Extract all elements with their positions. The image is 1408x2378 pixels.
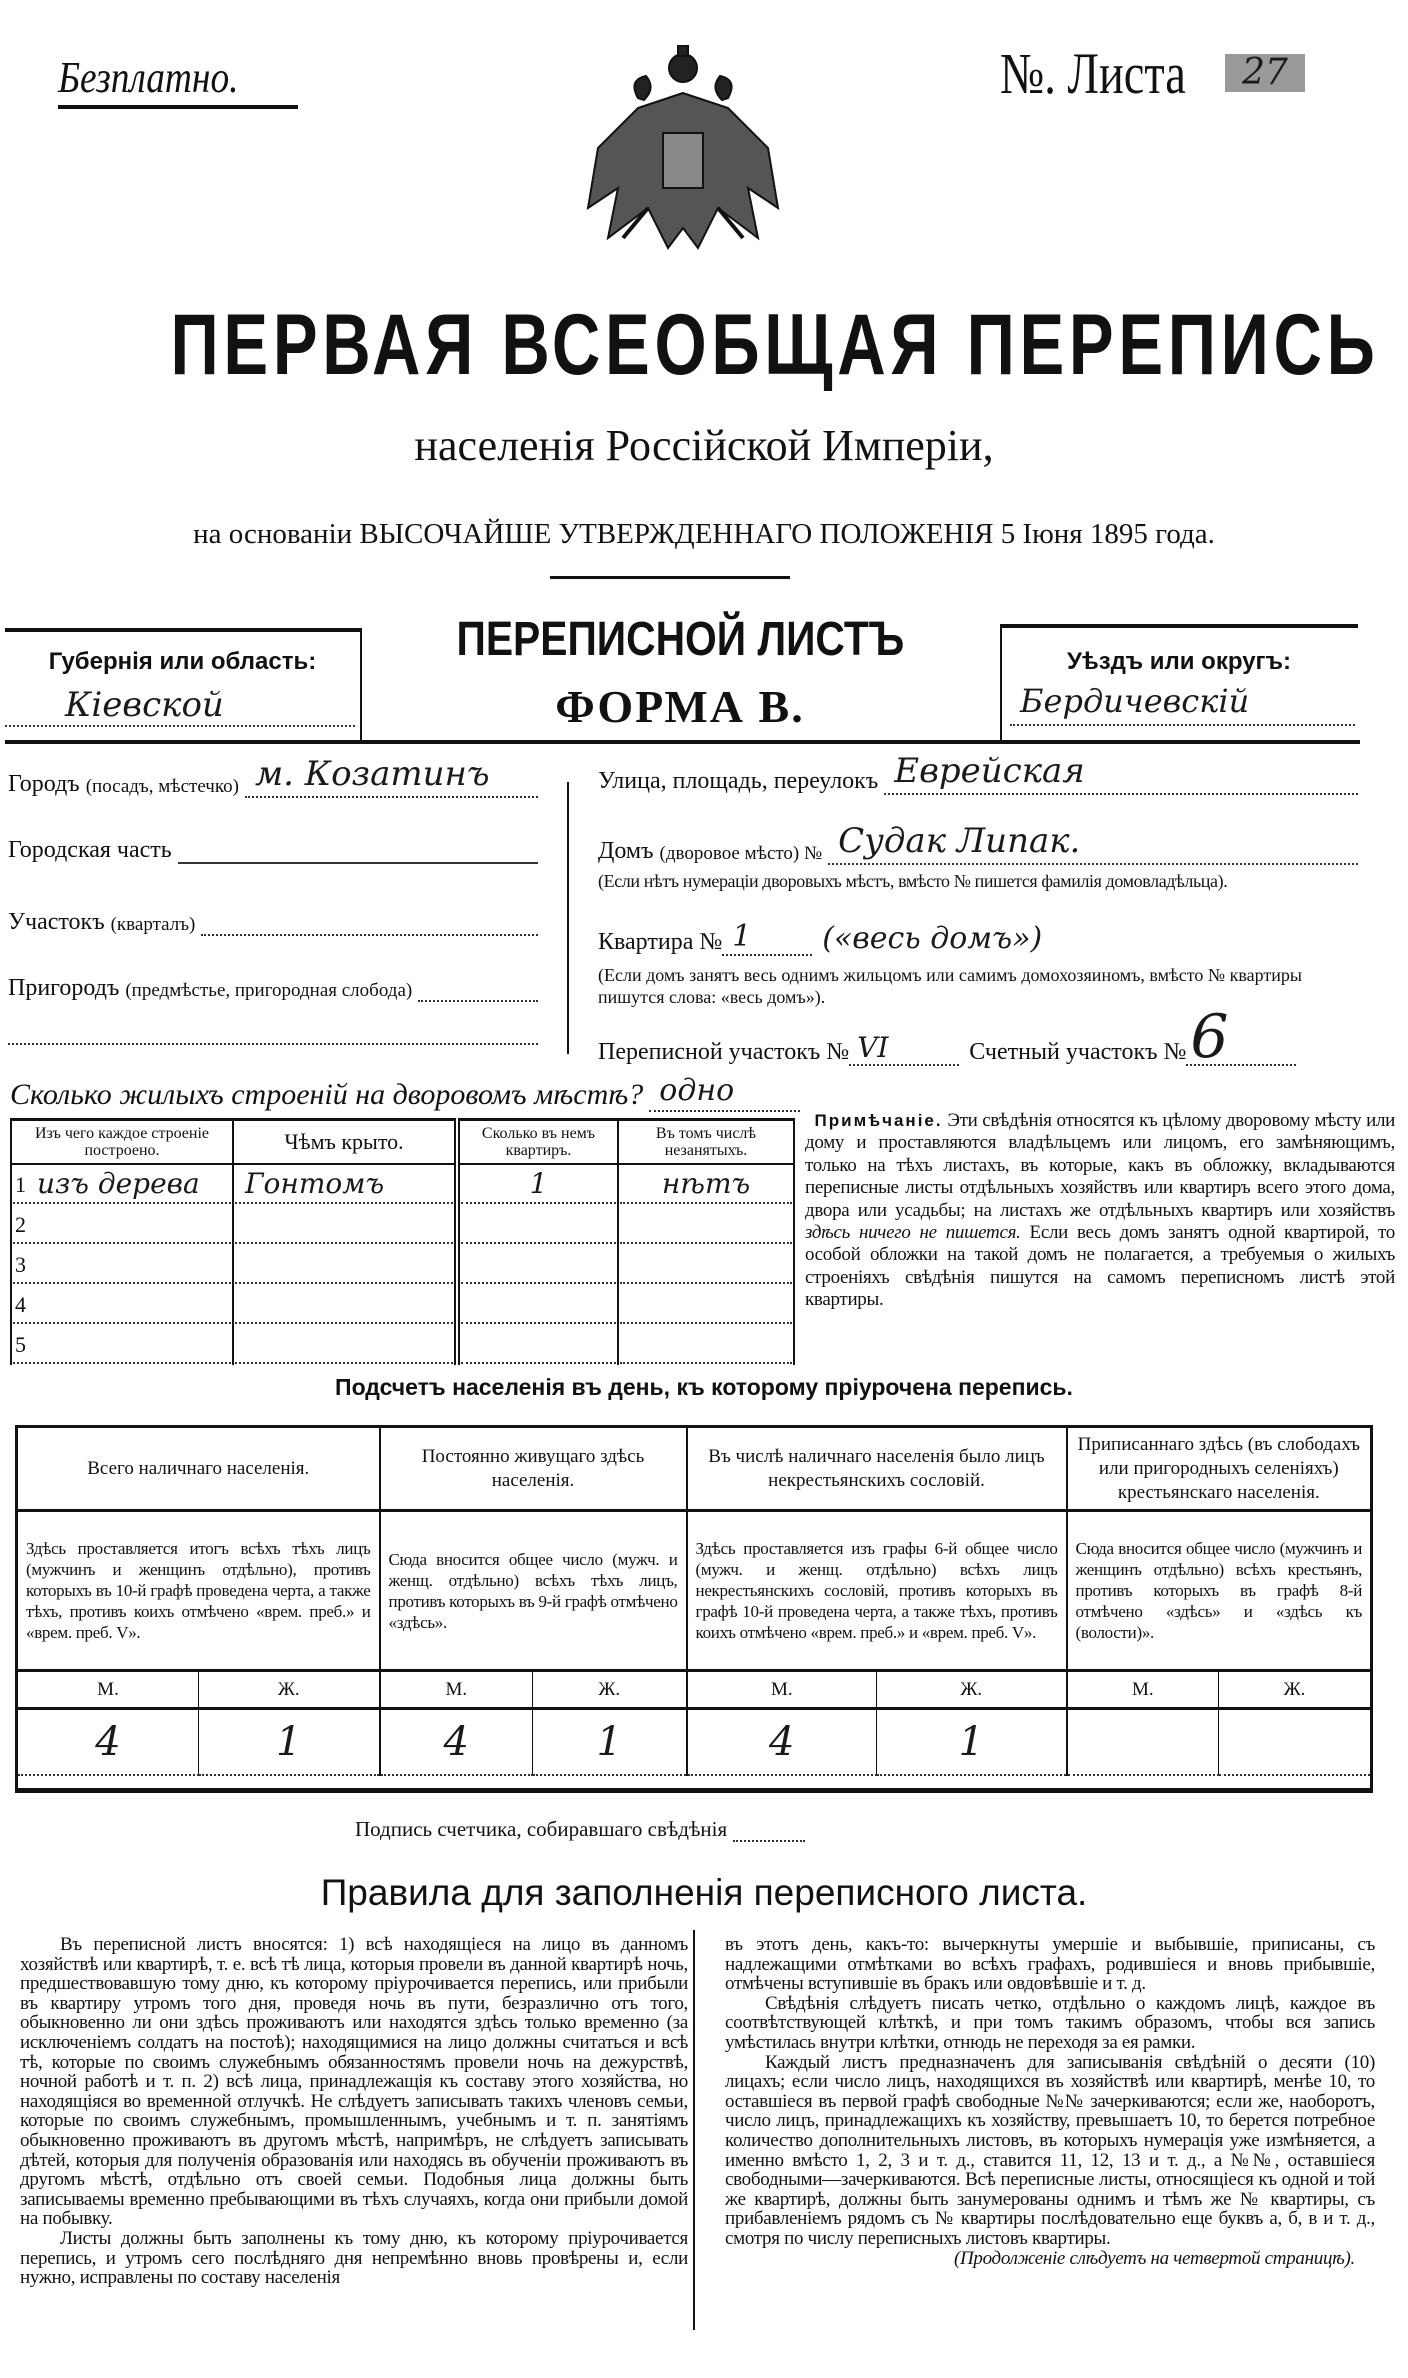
cell-material[interactable]: [11, 1325, 233, 1365]
count-title: Подсчетъ населенія въ день, къ которому пріурочена перепись.: [335, 1374, 1073, 1400]
divider: [1000, 624, 1002, 740]
apartment-note: (Если домъ занятъ весь однимъ жильцомъ или самимъ домохозяиномъ, вмѣсто № квартиры пишутся слова: «весь домъ»).: [598, 965, 1302, 1007]
divider: [360, 628, 362, 740]
cell-roof[interactable]: [233, 1325, 457, 1365]
count-female-value[interactable]: [199, 1709, 380, 1775]
column-description: Сюда вносится общее число (мужчинъ и женщинъ отдѣльно) всѣхъ крестьянъ, противъ которыхъ въ графѣ 8-й отмѣчено «здѣсь» и «здѣсь къ (волости)».: [1067, 1511, 1372, 1671]
underline: [58, 105, 298, 109]
handwritten-number: 4: [769, 1719, 795, 1766]
cell-vacant[interactable]: [618, 1325, 794, 1365]
count-female-value[interactable]: [533, 1709, 687, 1775]
street-field[interactable]: Улица, площадь, переулокъ Еврейская: [598, 755, 1358, 795]
table-row: [11, 1325, 794, 1365]
cell-vacant[interactable]: [618, 1164, 794, 1205]
cell-apartments[interactable]: [457, 1245, 618, 1285]
column-title: Приписаннаго здѣсь (въ слободахъ или пригородныхъ селеніяхъ) крестьянскаго населенія.: [1067, 1427, 1372, 1511]
divider: [5, 628, 360, 632]
label-female: Ж.: [877, 1671, 1067, 1709]
column-header: Чѣмъ крыто.: [233, 1120, 457, 1164]
table-row: [11, 1205, 794, 1245]
sheet-number: №. Листа 27: [1000, 40, 1232, 107]
form-title: ПЕРЕПИСНОЙ ЛИСТЪ: [456, 613, 904, 666]
count-table: [15, 1425, 1373, 1793]
signature-field[interactable]: Подпись счетчика, собиравшаго свѣдѣнія: [355, 1810, 805, 1842]
count-male-value[interactable]: [17, 1709, 199, 1775]
cell-roof[interactable]: [233, 1205, 457, 1245]
buildings-question[interactable]: Сколько жилыхъ строеній на дворовомъ мѣстѣ? одно: [10, 1072, 800, 1112]
cell-value: нѣтъ: [661, 1166, 751, 1200]
cell-apartments[interactable]: [457, 1164, 618, 1205]
row-number: 4: [15, 1291, 26, 1317]
page-subtitle: населенія Россійской Имперіи,: [414, 421, 994, 470]
province-field[interactable]: Кіевской: [5, 685, 355, 727]
cell-apartments[interactable]: [457, 1205, 618, 1245]
rules-title: Правила для заполненія переписного листа.: [320, 1872, 1088, 1913]
handwritten-number: 1: [958, 1719, 984, 1766]
cell-apartments[interactable]: [457, 1325, 618, 1365]
table-row: [11, 1164, 794, 1205]
coat-of-arms-eagle-icon: [578, 38, 788, 258]
column-title: Въ числѣ наличнаго населенія было лицъ некрестьянскихъ сословій.: [687, 1427, 1067, 1511]
column-title: Постоянно живущаго здѣсь населенія.: [380, 1427, 687, 1511]
column-header: Изъ чего каждое строеніе построено.: [11, 1120, 233, 1164]
label-male: М.: [687, 1671, 877, 1709]
table-row: [11, 1285, 794, 1325]
count-male-value[interactable]: [1067, 1709, 1219, 1775]
sheet-number-value: 27: [1225, 54, 1305, 92]
label-male: М.: [380, 1671, 533, 1709]
city-part-field[interactable]: Городская часть: [8, 824, 538, 864]
handwritten-number: 1: [276, 1719, 302, 1766]
cell-material[interactable]: [11, 1285, 233, 1325]
divider: [550, 576, 790, 579]
column-description: Сюда вносится общее число (мужч. и женщ. отдѣльно) всѣхъ тѣхъ лицъ, противъ которыхъ въ 9-й графѣ отмѣчено «здѣсь».: [380, 1511, 687, 1671]
apartment-field[interactable]: Квартира № 1 («весь домъ»): [598, 919, 1043, 956]
row-number: 3: [15, 1251, 26, 1277]
district-field[interactable]: Бердичевскій: [1010, 682, 1355, 726]
column-description: Здѣсь проставляется итогъ всѣхъ тѣхъ лицъ (мужчинъ и женщинъ отдѣльно), противъ которыхъ въ 10-й графѣ проведена черта, а также тѣхъ, противъ коихъ отмѣчено «врем. преб.» и «врем. преб. V».: [17, 1511, 380, 1671]
divider: [5, 740, 1360, 744]
cell-vacant[interactable]: [618, 1245, 794, 1285]
label-male: М.: [1067, 1671, 1219, 1709]
house-field[interactable]: Домъ (дворовое мѣсто) № Судак Липак.: [598, 825, 1358, 865]
divider: [1000, 624, 1358, 628]
cell-material[interactable]: [11, 1164, 233, 1205]
form-type: ФОРМА В.: [555, 681, 805, 732]
page-title: ПЕРВАЯ ВСЕОБЩАЯ ПЕРЕПИСЬ: [170, 297, 1380, 393]
cell-apartments[interactable]: [457, 1285, 618, 1325]
table-row: [11, 1245, 794, 1285]
count-female-value[interactable]: [1219, 1709, 1372, 1775]
cell-vacant[interactable]: [618, 1205, 794, 1245]
cell-value: Гонтомъ: [245, 1166, 385, 1200]
district-label: Уѣздъ или округъ:: [1066, 648, 1292, 675]
handwritten-number: 4: [443, 1719, 469, 1766]
free-label: Безплатно.: [58, 52, 298, 109]
count-male-value[interactable]: [380, 1709, 533, 1775]
note-paragraph: Примѣчаніе. Эти свѣдѣнія относятся къ цѣлому дворовому мѣсту или дому и проставляются владѣльцемъ или лицомъ, его замѣняющимъ, только на тѣхъ листахъ, въ которые, какъ въ обложку, вкладываются переписные листы отдѣльныхъ хозяйствъ или квартиръ всего этого дома, двора или усадьбы; на листахъ же отдѣльныхъ квартиръ или хозяйствъ здѣсь ничего не пишется. Если весь домъ занятъ одной квартирой, то особой обложки на такой домъ не полагается, а требуемыя о жилыхъ строеніяхъ свѣдѣнія пишутся на самомъ переписномъ листѣ этой квартиры.: [805, 1110, 1396, 1311]
cell-roof[interactable]: [233, 1245, 457, 1285]
census-district-field[interactable]: Переписной участокъ № VI Счетный участокъ № 6: [598, 1026, 1358, 1066]
legal-basis: на основаніи ВЫСОЧАЙШЕ УТВЕРЖДЕННАГО ПОЛОЖЕНІЯ 5 Іюня 1895 года.: [193, 518, 1215, 550]
column-description: Здѣсь проставляется изъ графы 6-й общее число (мужч. и женщ. отдѣльно) всѣхъ лицъ некрестьянскихъ сословій, противъ которыхъ въ графѣ 10-й проведена черта, а также тѣхъ, противъ коихъ отмѣчено «врем. преб.» и «врем. преб. V».: [687, 1511, 1067, 1671]
count-female-value[interactable]: [877, 1709, 1067, 1775]
label-female: Ж.: [1219, 1671, 1372, 1709]
row-number: 5: [15, 1331, 26, 1357]
cell-roof[interactable]: [233, 1164, 457, 1205]
handwritten-number: 4: [95, 1719, 121, 1766]
handwritten-number: 1: [596, 1719, 622, 1766]
divider: [567, 782, 569, 1054]
column-header: Сколько въ немъ квартиръ.: [457, 1120, 618, 1164]
row-number: 2: [15, 1211, 26, 1237]
house-note: (Если нѣтъ нумераціи дворовыхъ мѣстъ, вмѣсто № пишется фамилія домовладѣльца).: [598, 871, 1228, 891]
cell-vacant[interactable]: [618, 1285, 794, 1325]
label-female: Ж.: [533, 1671, 687, 1709]
suburb-field[interactable]: Пригородъ (предмѣстье, пригородная слобода): [8, 962, 538, 1002]
cell-value: изъ дерева: [37, 1166, 200, 1200]
precinct-field[interactable]: Участокъ (кварталъ): [8, 896, 538, 936]
cell-roof[interactable]: [233, 1285, 457, 1325]
label-male: М.: [17, 1671, 199, 1709]
cell-material[interactable]: [11, 1205, 233, 1245]
rules-right-column: въ этотъ день, какъ-то: вычеркнуты умершіе и выбывшіе, приписаны, съ надлежащими отмѣтками во всѣхъ графахъ, родившіеся и вновь прибывшіе, отмѣчены вступившіе въ бракъ или овдовѣвшіе и т. д. Свѣдѣнія слѣдуетъ писать четко, отдѣльно о каждомъ лицѣ, каждое въ соотвѣтствующей клѣткѣ, и при томъ такимъ образомъ, чтобы вся запись умѣстилась внутри клѣтки, отнюдь не переходя за ея рамки. Каждый листъ предназначенъ для записыванія свѣдѣній о десяти (10) лицахъ; если число лицъ, находящихся въ хозяйствѣ или квартирѣ, менѣе 10, то оставшіеся въ первой графѣ свободные №№ зачеркиваются; если же, наоборотъ, число лицъ, принадлежащихъ къ хозяйству, превышаетъ 10, то берется потребное количество дополнительныхъ листовъ, въ которыхъ нумерація уже измѣняется, а именно вмѣсто 1, 2, 3 и т. д., ставится 11, 12, 13 и т. д., а №№, оставшіеся свободными—зачеркиваются. Всѣ переписные листы, относящіеся къ одной и той же квартирѣ, должны быть занумерованы однимъ и тѣмъ же № квартиры, съ прибавленіемъ рядомъ съ № квартиры послѣдовательно еще буквъ а, б, в и т. д., смотря по числу переписныхъ листовъ квартиры. (Продолженіе слѣдуетъ на четвертой страницѣ).: [725, 1934, 1375, 2269]
rules-left-column: Въ переписной листъ вносятся: 1) всѣ находящіеся на лицо въ данномъ хозяйствѣ или квартирѣ, т. е. всѣ тѣ лица, которыя провели въ данной квартирѣ ночь, предшествовавшую тому дню, къ которому пріурочивается перепись, или прибыли въ квартиру утромъ того дня, проведя ночь въ пути, безразлично отъ того, обыкновенно ли они здѣсь проживаютъ или находятся здѣсь только временно (за исключеніемъ солдатъ на постоѣ); находящимися на лицо должны считаться и всѣ тѣ, которые по своимъ служебнымъ обязанностямъ провели ночь на дежурствѣ, ночной работѣ и т. п. 2) всѣ лица, принадлежащія къ составу этого хозяйства, но находящіяся во временной отлучкѣ. Не слѣдуетъ записывать такихъ членовъ семьи, которые по своимъ служебнымъ, промышленнымъ, учебнымъ и т. п. занятіямъ обыкновенно проживаютъ въ другомъ мѣстѣ, напримѣръ, не слѣдуетъ записывать дѣтей, которыя для полученія образованія или находясь въ обученіи проживаютъ въ другомъ мѣстѣ, отдѣльно отъ своей семьи. Подобныя лица должны быть записываемы временно пребывающими въ тѣхъ случаяхъ, когда они прибыли домой на побывку. Листы должны быть заполнены къ тому дню, къ которому пріурочивается перепись, и утромъ сего послѣдняго дня непремѣнно вновь провѣрены и, если нужно, исправлены по составу населенія: [20, 1934, 688, 2289]
cell-value: 1: [529, 1166, 548, 1200]
column-title: Всего наличнаго населенія.: [17, 1427, 380, 1511]
label-female: Ж.: [199, 1671, 380, 1709]
count-male-value[interactable]: [687, 1709, 877, 1775]
column-header: Въ томъ числѣ незанятыхъ.: [618, 1120, 794, 1164]
cell-material[interactable]: [11, 1245, 233, 1285]
row-number: 1: [15, 1171, 26, 1197]
province-label: Губернія или область:: [48, 648, 317, 675]
city-field[interactable]: Городъ (посадъ, мѣстечко) м. Козатинъ: [8, 758, 538, 798]
buildings-table: [10, 1118, 795, 1365]
divider: [693, 1930, 695, 2330]
suburb-field-line2[interactable]: [8, 1042, 538, 1045]
